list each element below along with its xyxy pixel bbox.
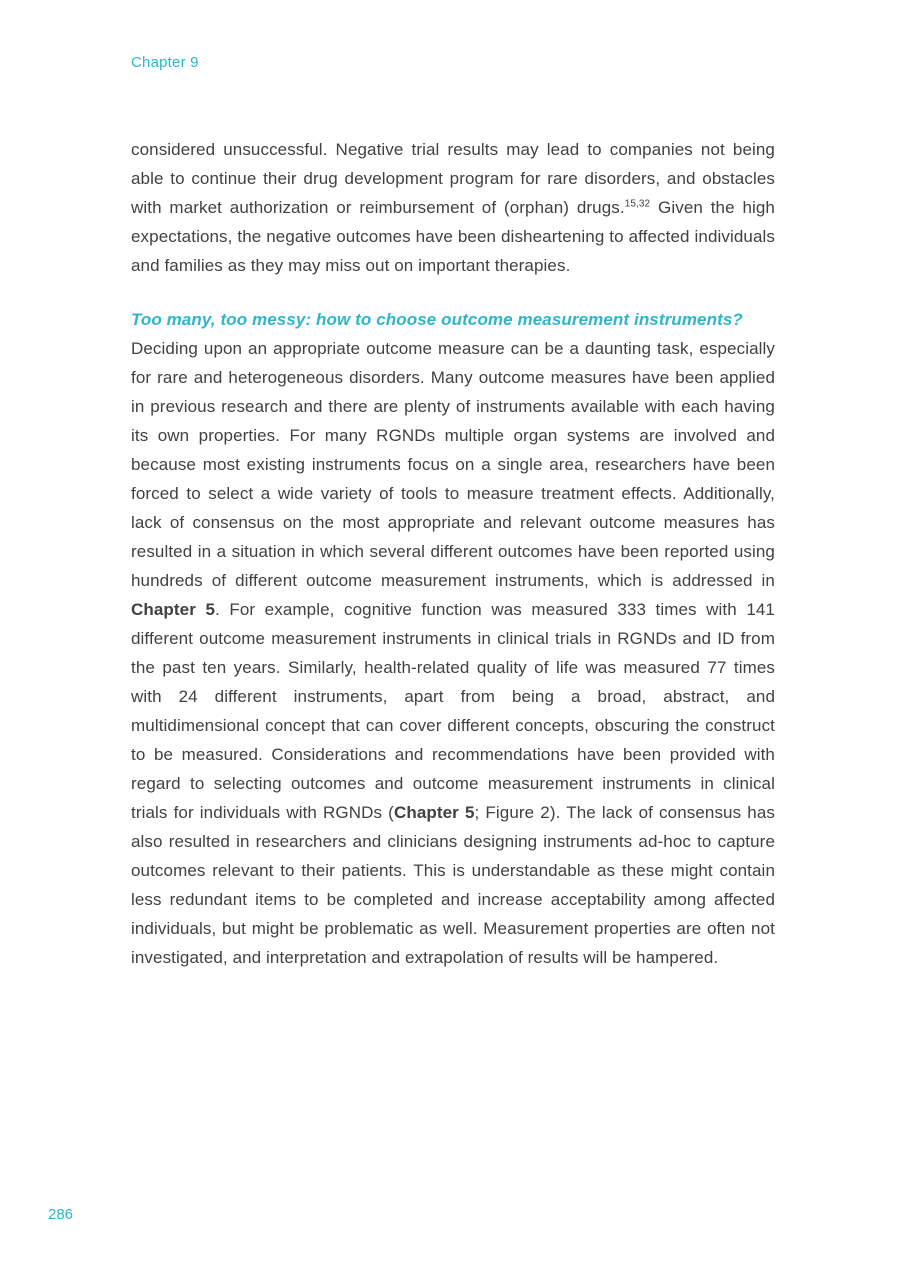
paragraph-text: ; Figure 2). The lack of consensus has also resulted in researchers and clinicians designing instruments ad-hoc to capture outcomes relevant to their patients. This is understandable as these might contain less redundant items to be completed and increase acceptability among affected individuals, but might be problematic as well. Measurement properties are often not investigated, and interpretation and extrapolation of results will be hampered. <box>131 803 776 967</box>
paragraph-text: . For example, cognitive function was measured 333 times with 141 different outcome measurement instruments in clinical trials in RGNDs and ID from the past ten years. Similarly, health-related quality of life was measured 77 times with 24 different instruments, apart from being a broad, abstract, and multidimensional concept that can cover different concepts, obscuring the construct to be measured. Considerations and recommendations have been provided with regard to selecting outcomes and outcome measurement instruments in clinical trials for individuals with RGNDs ( <box>131 600 775 822</box>
chapter-5-reference: Chapter 5 <box>393 803 475 822</box>
paragraph-outcome-measures <box>131 334 775 972</box>
page-content <box>131 135 775 972</box>
paragraph-negative-trials <box>131 135 775 280</box>
citation-superscript: 15,32 <box>624 198 651 210</box>
paragraph-text: considered unsuccessful. Negative trial results may lead to companies not being able to continue their drug development program for rare disorders, and obstacles with market authorization or reimbursement of (orphan) drugs. <box>131 140 775 217</box>
page-number: 286 <box>48 1206 74 1223</box>
paragraph-text: Deciding upon an appropriate outcome measure can be a daunting task, especially for rare and heterogeneous disorders. Many outcome measures have been applied in previous research and there are plenty of instruments available with each having its own properties. For many RGNDs multiple organ systems are involved and because most existing instruments focus on a single area, researchers have been forced to select a wide variety of tools to measure treatment effects. Additionally, lack of consensus on the most appropriate and relevant outcome measures has resulted in a situation in which several different outcomes have been reported using hundreds of different outcome measurement instruments, which is addressed in <box>131 339 775 590</box>
section-heading: Too many, too messy: how to choose outcome measurement instruments? <box>131 310 743 329</box>
running-header-chapter: Chapter 9 <box>131 54 199 71</box>
paragraph-text: Given the high expectations, the negative outcomes have been disheartening to affected individuals and families as they may miss out on important therapies. <box>131 198 775 275</box>
chapter-5-reference: Chapter 5 <box>131 600 216 619</box>
